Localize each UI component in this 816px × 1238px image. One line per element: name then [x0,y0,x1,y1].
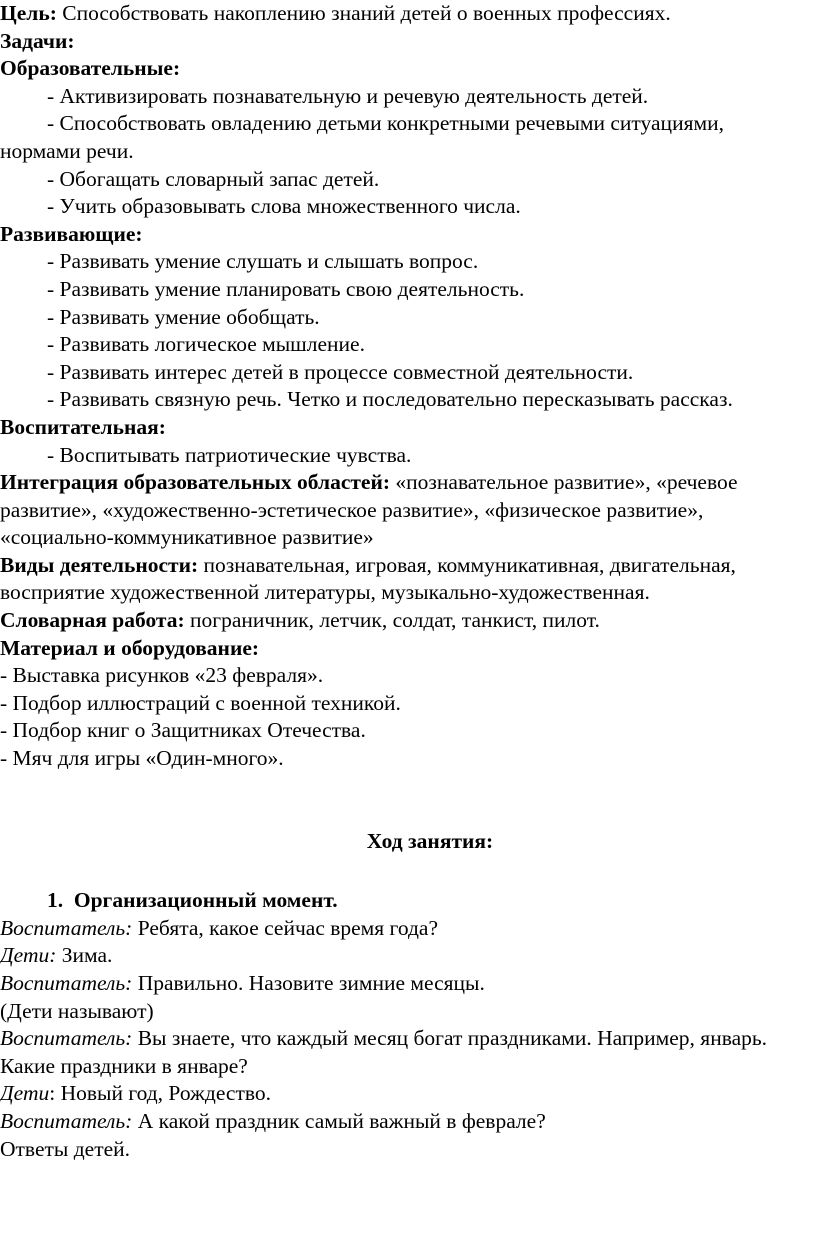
dialogue-line [0,1080,810,1108]
utterance: Ребята, какое сейчас время года? [132,915,438,940]
speaker: Дети [0,1081,50,1106]
vocabulary-label: Словарная работа: [0,608,185,633]
speaker: Дети: [0,943,57,968]
dialogue-line [0,970,810,998]
dialogue-line [0,942,810,970]
utterance: А какой праздник самый важный в феврале? [132,1108,546,1133]
spacer [0,855,810,887]
educational-item: - Активизировать познавательную и речевую деятельность детей. [47,83,649,108]
utterance: Ответы детей. [0,1136,131,1161]
tasks-heading: Задачи: [0,28,75,53]
integration-paragraph [0,469,810,552]
materials-heading: Материал и оборудование: [0,635,260,660]
upbringing-heading: Воспитательная: [0,414,166,439]
upbringing-item: - Воспитывать патриотические чувства. [47,442,412,467]
spacer [0,773,810,828]
utterance: Правильно. Назовите зимние месяцы. [132,971,485,995]
goal-text: Способствовать накоплению знаний детей о военных профессиях. [56,1,671,25]
activities-label: Виды деятельности: [0,552,199,577]
section-title: Организационный момент. [73,888,338,913]
utterance: : Новый год, Рождество. [49,1081,272,1106]
speaker: Воспитатель: [0,1026,133,1051]
educational-item: - Обогащать словарный запас детей. [47,166,380,191]
developing-item: - Развивать умение слушать и слышать вопрос. [47,249,479,274]
utterance: Зима. [56,943,113,968]
speaker: Воспитатель: [0,1108,133,1133]
dialogue-line [0,998,810,1026]
integration-text: «познавательное развитие», «речевое развитие», «художественно-эстетическое развитие», «физическое развитие», «социально-коммуникативное развитие» [0,470,738,550]
dialogue-line [0,915,810,943]
materials-item: - Подбор иллюстраций с военной техникой. [0,690,401,715]
dialogue-line [0,1108,810,1136]
educational-item: - Учить образовывать слова множественного числа. [47,194,521,219]
utterance: Вы знаете, что каждый месяц богат праздниками. Например, январь. Какие праздники в январе? [0,1026,768,1078]
developing-item: - Развивать умение обобщать. [47,304,320,329]
developing-item: - Развивать логическое мышление. [47,332,365,357]
goal-label: Цель: [0,1,57,25]
dialogue-line [0,1025,810,1080]
section-number: 1. [47,888,64,913]
educational-item: - Способствовать овладению детьми конкретными речевыми ситуациями, нормами речи. [0,111,724,163]
speaker: Воспитатель: [0,915,133,940]
lesson-title: Ход занятия: [366,828,494,853]
developing-item: - Развивать интерес детей в процессе совместной деятельности. [47,359,634,384]
developing-heading: Развивающие: [0,221,143,246]
activities-paragraph [0,552,810,607]
integration-label: Интеграция образовательных областей: [0,470,391,495]
dialogue-line [0,1136,810,1164]
goal-paragraph [0,0,810,28]
section-heading [0,887,810,915]
educational-heading: Образовательные: [0,56,181,81]
utterance: (Дети называют) [0,998,154,1023]
materials-item: - Мяч для игры «Один-много». [0,746,284,771]
materials-item: - Подбор книг о Защитниках Отечества. [0,718,366,743]
vocabulary-paragraph [0,607,810,635]
activities-text: познавательная, игровая, коммуникативная, двигательная, восприятие художественной литературы, музыкально-художественная. [0,552,736,605]
speaker: Воспитатель: [0,971,133,995]
developing-item: - Развивать умение планировать свою деятельность. [47,276,525,301]
vocabulary-text: пограничник, летчик, солдат, танкист, пилот. [184,608,600,633]
developing-item: - Развивать связную речь. Четко и последовательно пересказывать рассказ. [47,387,733,412]
materials-item: - Выставка рисунков «23 февраля». [0,663,324,688]
